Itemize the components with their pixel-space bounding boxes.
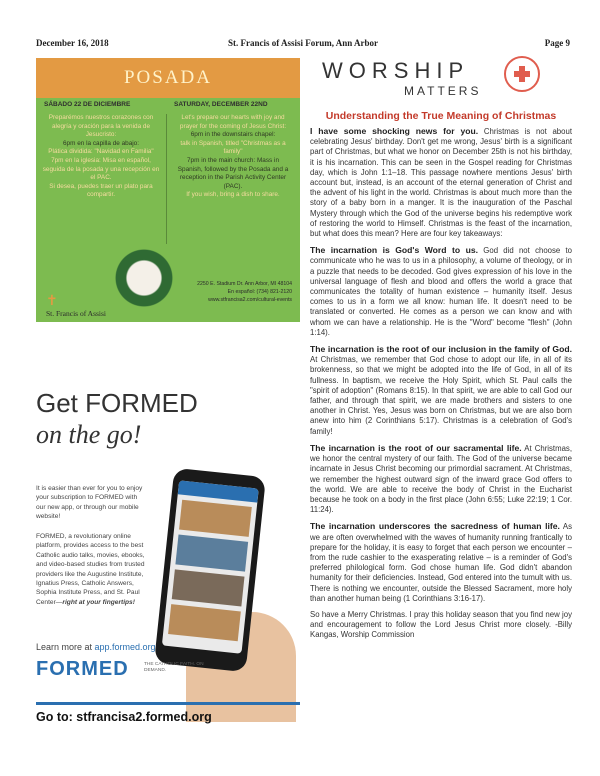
posada-address: 2250 E. Stadium Dr. Ann Arbor, MI 48104 xyxy=(197,281,292,287)
posada-line: talk in Spanish, titled "Christmas as a family" xyxy=(180,139,286,156)
posada-right-heading: SATURDAY, DECEMBER 22ND xyxy=(174,101,268,108)
cross-icon: ✝ xyxy=(46,292,58,308)
formed-go-link[interactable]: Go to: stfrancisa2.formed.org xyxy=(36,702,300,729)
paragraph-lead: The incarnation is God's Word to us. xyxy=(310,245,479,256)
posada-english-column xyxy=(174,114,292,200)
posada-line: Si desea, puedes traer un plato para compartir. xyxy=(49,182,153,199)
plus-icon xyxy=(504,56,540,92)
paragraph-text: Christmas is not about celebrating Jesus' birthday. Don't get me wrong, Jesus' birth is a significant part of Christmas, but what we honor on December 25th is not his birthday, it is his incarnation. This can be seen in the Gospel reading for Christmas day, which is John 1:1–18. This passage nowhere mentions Jesus' birth account but, instead, is an account of the eternal generation of Christ and the advent of his light in the world. Christmas is about much more than the story of a baby born in a manger. It is the inauguration of the Paschal Mystery through which the God of the universe begins his redemptive work of restoring the world to Himself. Christmas is the feast of the incarnation, but what does this mean? Here are four key takeaways: xyxy=(310,127,572,239)
posada-web: www.stfrancisa2.com/cultural-events xyxy=(208,297,292,303)
article-paragraph xyxy=(310,521,572,604)
article-paragraph xyxy=(310,344,572,437)
parish-logo-text: St. Francis of Assisi xyxy=(46,309,107,318)
posada-left-heading: SÁBADO 22 DE DICIEMBRE xyxy=(44,101,131,108)
posada-line: 6pm in the downstairs chapel: xyxy=(190,131,276,139)
paragraph-text: As we are often overwhelmed with the waves of humanity running frantically to prepare for the holiday, it is easy to forget that each person we encounter – from the rude cashier to the exasperating relative – is a reminder of God's preferred philological form. God chose human life. God didn't abandon humanity for their deficiencies. Instead, God entered into the tumult with us. There is nothing we encounter, outside the Blessed Sacrament, more holy than another human being (1 Corinthians 3:16-17). xyxy=(310,522,572,603)
posada-divider xyxy=(166,114,167,244)
article-body xyxy=(310,126,572,647)
paragraph-text: At Christmas, we honor the central mystery of our faith. The God of the universe became incarnate in Jesus Christ becoming our primordial sacrament. At Christmas, we remember the highest outward sign of the inward grace God offers to the world. We are able to receive the body of Christ in the Eucharist because he took on a body in the first place (John 6:55; Luke 22:19; 1 Cor. 11:24). xyxy=(310,443,572,515)
posada-title: POSADA xyxy=(123,67,213,88)
posada-line: Plática dividida: "Navidad en Familia" xyxy=(48,148,154,156)
matters-word: MATTERS xyxy=(404,84,482,98)
posada-flyer xyxy=(36,58,300,322)
posada-line: 6pm en la capilla de abajo: xyxy=(62,139,140,147)
paragraph-text: God did not choose to communicate who he was to us in a philosophy, a volume of theology, or in a puzzle that needs to be decoded. God gives expression of his love in the universal language of flesh and blood and offers the world a grace that communicates the totality of human existence – humanity itself. Jesus comes to us in a form we all know: human life. It doesn't need to be translated or converted. He comes as a person we can know and with whom we can have a relationship. He is the "Word" become "flesh" (John 1:14). xyxy=(310,246,572,337)
paragraph-lead: The incarnation is the root of our sacramental life. xyxy=(310,442,522,453)
worship-matters-logo xyxy=(322,58,482,98)
paragraph-lead: The incarnation is the root of our inclusion in the family of God. xyxy=(310,344,572,355)
parish-logo xyxy=(46,292,126,318)
formed-ad xyxy=(36,372,300,736)
posada-line: 7pm en la iglesia: Misa en español, seguida de la posada y una recepción en el PAC. xyxy=(42,156,160,182)
article-paragraph xyxy=(310,126,572,239)
formed-title: Get FORMED xyxy=(36,388,198,418)
posada-line: Let's prepare our hearts with joy and prayer for the coming of Jesus Christ: xyxy=(179,114,287,130)
page-number: Page 9 xyxy=(544,38,570,48)
article-paragraph xyxy=(310,443,572,515)
paragraph-text: So have a Merry Christmas. I pray this holiday season that you find new joy and encouragement to follow the Lord Jesus Christ more closely. -Billy Kangas, Worship Commission xyxy=(310,609,572,640)
posada-phone: En español: (734) 821-2120 xyxy=(227,289,292,295)
app-screen xyxy=(162,480,259,653)
formed-learn-more: Learn more at app.formed.org xyxy=(36,642,156,652)
paragraph-lead: The incarnation underscores the sacredness of human life. xyxy=(310,521,560,532)
posada-title-banner xyxy=(36,58,300,98)
paragraph-text: At Christmas, we remember that God chose to adopt our life, in all of its brokenness, so that we might be adopted into the life of God, in all of its fullness. In baptism, we receive the Holy Spirit, which St. Paul calls the "spirit of adoption" (Romans 8:15). In that spirit, we are able to call God our father, and through that spirit, we are made brothers and sisters to one another in Christ. Yes, Jesus was born on Christmas, but we are also born anew into him (2 Corinthians 5:17). Christmas is a celebration of God's family! xyxy=(310,355,572,436)
formed-subtitle: on the go! xyxy=(36,420,142,449)
posada-line: If you wish, bring a dish to share. xyxy=(186,191,280,199)
formed-intro: It is easier than ever for you to enjoy your subscription to FORMED with our new app, or through our mobile website! xyxy=(36,485,143,521)
formed-tagline: THE CATHOLIC FAITH. ON DEMAND. xyxy=(144,662,204,673)
formed-app-link[interactable]: app.formed.org xyxy=(94,642,156,652)
posada-spanish-column xyxy=(42,114,160,200)
issue-date: December 16, 2018 xyxy=(36,38,109,48)
worship-word: WORSHIP xyxy=(322,58,470,83)
posada-contact xyxy=(172,280,292,304)
paragraph-lead: I have some shocking news for you. xyxy=(310,126,479,136)
article-paragraph xyxy=(310,245,572,338)
formed-logo: FORMED xyxy=(36,658,129,680)
formed-description: FORMED, a revolutionary online platform, provides access to the best Catholic audio talks, movies, ebooks, and video-based studies from trusted providers like the Augustine Institute, Ignatius Press, Catholic Answers, Sophia Institute Press, and St. Paul Center—right at your fingertips! xyxy=(36,533,145,606)
publication-name: St. Francis of Assisi Forum, Ann Arbor xyxy=(227,38,378,48)
article-title: Understanding the True Meaning of Christmas xyxy=(325,110,557,122)
article-paragraph xyxy=(310,610,572,641)
posada-line: Preparémos nuestros corazones con alegría y oración para la venida de Jesucristo: xyxy=(48,114,154,139)
posada-line: 7pm in the main church: Mass in Spanish, followed by the Posada and a reception in the Parish Activity Center (PAC). xyxy=(177,156,289,190)
